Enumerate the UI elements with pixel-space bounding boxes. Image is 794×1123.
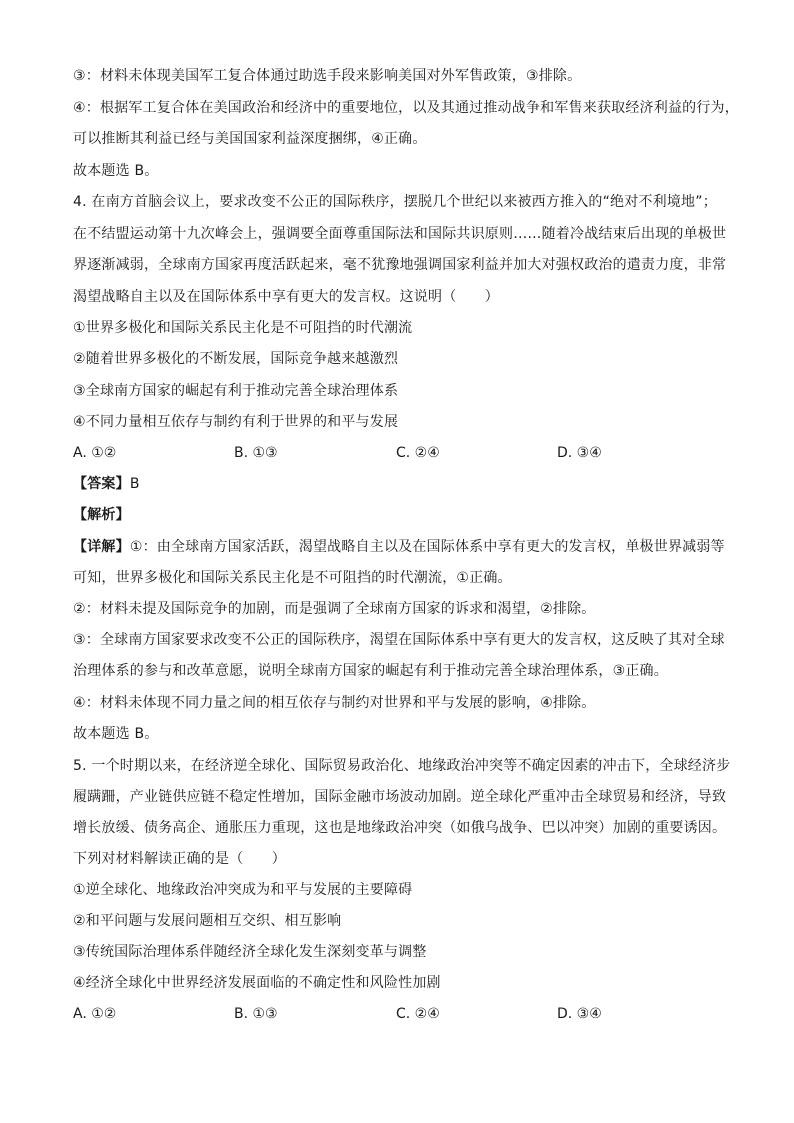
detail-tag: 【详解】 xyxy=(73,539,130,555)
statement-item: ③全球南方国家的崛起有利于推动完善全球治理体系 xyxy=(73,383,399,399)
answer-tag: 【答案】 xyxy=(73,476,130,492)
statement-item: ②随着世界多极化的不断发展，国际竞争越来越激烈 xyxy=(73,351,399,367)
option-d: D. ③④ xyxy=(557,1006,602,1022)
question-stem-line: 5. 一个时期以来，在经济逆全球化、国际贸易政治化、地缘政治冲突等不确定因素的冲击下，全球经济步 xyxy=(73,758,731,774)
option-c: C. ②④ xyxy=(396,1006,440,1022)
option-d: D. ③④ xyxy=(557,445,602,461)
detail-line: ③：全球南方国家要求改变不公正的国际秩序，渴望在国际体系中享有更大的发言权，这反映了其对全球 xyxy=(73,632,725,648)
option-c: C. ②④ xyxy=(396,445,440,461)
analysis-heading xyxy=(73,505,754,525)
statement-item: ②和平问题与发展问题相互交织、相互影响 xyxy=(73,913,342,929)
question-stem-line: 界逐渐减弱，全球南方国家再度活跃起来，毫不犹豫地强调国家利益并加大对强权政治的遣责力度，非常 xyxy=(73,257,727,273)
analysis-line: ④：根据军工复合体在美国政治和经济中的重要地位，以及其通过推动战争和军售来获取经济利益的行为， xyxy=(73,100,739,116)
statement-item: ④经济全球化中世界经济发展面临的不确定性和风险性加剧 xyxy=(73,975,441,991)
conclusion-line: 故本题选 B。 xyxy=(73,726,159,742)
question-stem-line: 增长放缓、债务高企、通胀压力重现，这也是地缘政治冲突（如俄乌战争、巴以冲突）加剧的重要诱因。 xyxy=(73,820,727,836)
question-stem-line: 渴望战略自主以及在国际体系中享有更大的发言权。这说明（ ） xyxy=(73,289,499,305)
question-stem-line: 履蹒跚，产业链供应链不稳定性增加，国际金融市场波动加剧。逆全球化严重冲击全球贸易和经济，导致 xyxy=(73,789,727,805)
question-stem-line: 在不结盟运动第十九次峰会上，强调要全面尊重国际法和国际共识原则……随着冷战结束后出现的单极世 xyxy=(73,226,727,242)
conclusion-line: 故本题选 B。 xyxy=(73,163,159,179)
statement-item: ①逆全球化、地缘政治冲突成为和平与发展的主要障碍 xyxy=(73,882,413,898)
analysis-line: ③：材料未体现美国军工复合体通过助选手段来影响美国对外军售政策，③排除。 xyxy=(73,68,582,84)
detail-line: 可知，世界多极化和国际关系民主化是不可阻挡的时代潮流，①正确。 xyxy=(73,570,512,586)
answer-line xyxy=(73,474,754,494)
detail-line: ④：材料未体现不同力量之间的相互依存与制约对世界和平与发展的影响，④排除。 xyxy=(73,695,596,711)
option-a: A. ①② xyxy=(73,445,117,461)
detail-line: ②：材料未提及国际竞争的加剧，而是强调了全球南方国家的诉求和渴望，②排除。 xyxy=(73,601,596,617)
analysis-line: 可以推断其利益已经与美国国家利益深度捆绑，④正确。 xyxy=(73,131,427,147)
detail-line: 治理体系的参与和改革意愿，说明全球南方国家的崛起有利于推动完善全球治理体系，③正确。 xyxy=(73,663,668,679)
statement-item: ④不同力量相互依存与制约有利于世界的和平与发展 xyxy=(73,414,399,430)
option-a: A. ①② xyxy=(73,1006,117,1022)
answer-value: B xyxy=(129,476,140,492)
detail-text: ①：由全球南方国家活跃，渴望战略自主以及在国际体系中享有更大的发言权，单极世界减弱等 xyxy=(129,539,725,555)
statement-item: ①世界多极化和国际关系民主化是不可阻挡的时代潮流 xyxy=(73,320,413,336)
question-stem-line: 4. 在南方首脑会议上，要求改变不公正的国际秩序，摆脱几个世纪以来被西方推入的“绝对不利境地”； xyxy=(73,194,717,210)
analysis-tag: 【解析】 xyxy=(73,507,130,523)
question-stem-line: 下列对材料解读正确的是（ ） xyxy=(73,851,286,867)
option-b: B. ①③ xyxy=(234,445,278,461)
statement-item: ③传统国际治理体系伴随经济全球化发生深刻变革与调整 xyxy=(73,944,427,960)
detail-line xyxy=(73,537,754,557)
option-b: B. ①③ xyxy=(234,1006,278,1022)
